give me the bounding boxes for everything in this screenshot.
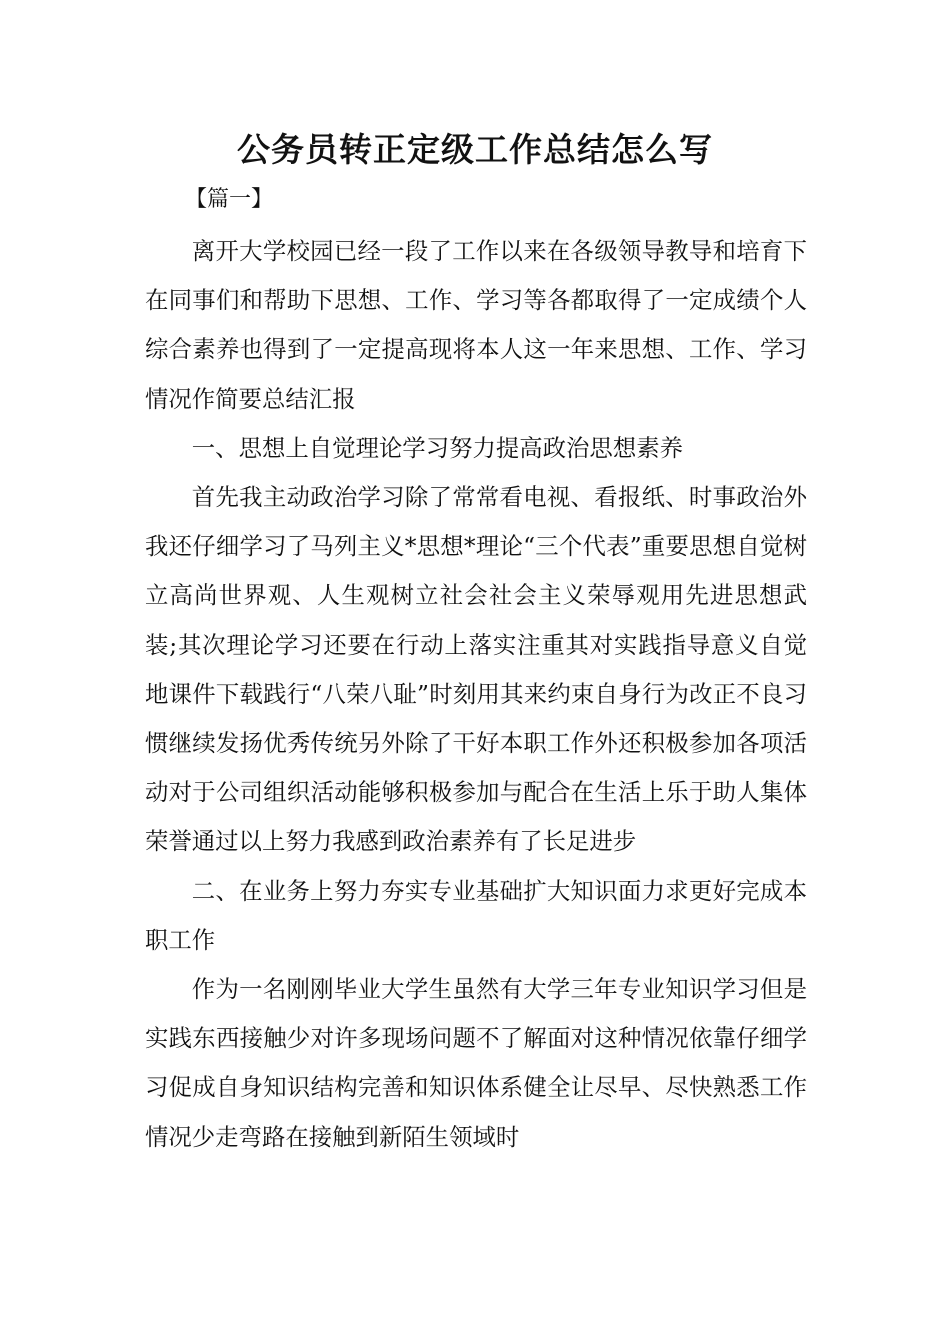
paragraph-business: 作为一名刚刚毕业大学生虽然有大学三年专业知识学习但是实践东西接触少对许多现场问题不了解面对这种情况依靠仔细学习促成自身知识结构完善和知识体系健全让尽早、尽快熟悉工作情况少走弯路在接触到新陌生领域时 [145,975,807,1151]
document-title: 公务员转正定级工作总结怎么写 [237,130,713,169]
paragraph-intro: 离开大学校园已经一段了工作以来在各级领导教导和培育下在同事们和帮助下思想、工作、学习等各都取得了一定成绩个人综合素养也得到了一定提高现将本人这一年来思想、工作、学习情况作简要总结汇报 [145,237,807,413]
paragraph-ideology: 首先我主动政治学习除了常常看电视、看报纸、时事政治外我还仔细学习了马列主义*思想*理论“三个代表”重要思想自觉树立高尚世界观、人生观树立社会社会主义荣辱观用先进思想武装;其次理论学习还要在行动上落实注重其对实践指导意义自觉地课件下载践行“八荣八耻”时刻用其来约束自身行为改正不良习惯继续发扬优秀传统另外除了干好本职工作外还积极参加各项活动对于公司组织活动能够积极参加与配合在生活上乐于助人集体荣誉通过以上努力我感到政治素养有了长足进步 [145,483,807,856]
section-tag: 【篇一】 [185,187,274,212]
document-body [145,227,807,1162]
heading-business: 二、在业务上努力夯实专业基础扩大知识面力求更好完成本职工作 [145,876,807,954]
heading-ideology: 一、思想上自觉理论学习努力提高政治思想素养 [191,433,683,462]
